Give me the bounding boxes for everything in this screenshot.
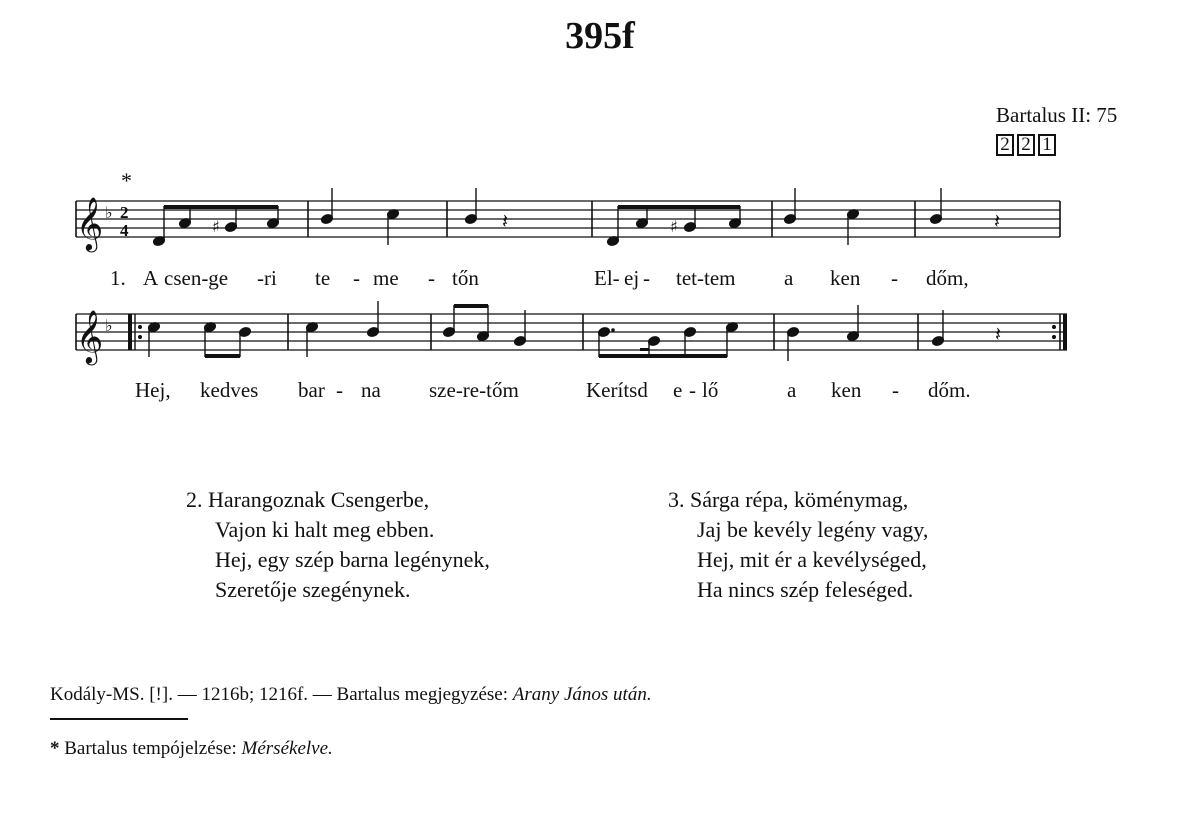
stanza-number: 3.	[668, 487, 685, 512]
lyric-syllable: lő	[702, 378, 719, 402]
footnote-divider	[50, 718, 188, 720]
flat-key-signature-icon: ♭	[105, 316, 113, 335]
time-signature-bottom: 4	[120, 221, 129, 240]
classification-boxes	[996, 134, 1056, 156]
beam	[599, 354, 727, 358]
lyric-syllable: dőm,	[926, 266, 969, 290]
lyric-syllable: -	[892, 378, 899, 402]
stanza-line: Szeretője szegénynek.	[215, 577, 411, 602]
lyric-syllable: ken	[831, 378, 862, 402]
beam	[205, 354, 240, 358]
lyric-syllable: e	[673, 378, 683, 402]
lyric-syllable: -ri	[257, 266, 277, 290]
stanza-line: Hej, egy szép barna legénynek,	[215, 547, 490, 572]
music-staff-2	[0, 293, 1200, 373]
treble-clef-icon: 𝄞	[76, 309, 104, 363]
stanza-line: Jaj be kevély legény vagy,	[697, 517, 929, 542]
quarter-rest-icon: 𝄽	[994, 209, 1001, 233]
source-note-italic: Arany János után.	[512, 684, 652, 705]
stanza-line: Hej, mit ér a kevélységed,	[697, 547, 927, 572]
stanza-2	[186, 485, 490, 605]
lyric-syllable: ej	[624, 266, 640, 290]
source-note-text: Kodály-MS. [!]. — 1216b; 1216f. — Bartalus megjegyzése:	[50, 684, 513, 705]
stanza-line: Vajon ki halt meg ebben.	[215, 517, 435, 542]
lyric-syllable: a	[787, 378, 797, 402]
lyric-syllable: kedves	[200, 378, 259, 402]
beam	[618, 205, 740, 209]
lyric-syllable: sze-re-tőm	[429, 378, 519, 402]
source-note	[50, 684, 652, 706]
beam	[454, 304, 488, 308]
lyric-syllable: A	[143, 266, 159, 290]
repeat-start-barline	[128, 314, 132, 350]
sharp-icon: ♯	[212, 217, 220, 236]
lyric-syllable: Hej,	[135, 378, 171, 402]
lyric-syllable: -	[689, 378, 696, 402]
tempo-footnote-italic: Mérsékelve.	[241, 738, 333, 759]
beam	[640, 348, 649, 351]
lyric-syllable: tet-tem	[676, 266, 736, 290]
music-staff-1	[0, 180, 1200, 260]
lyric-syllable: dőm.	[928, 378, 971, 402]
stanza-line: Ha nincs szép feleséged.	[697, 577, 914, 602]
lyric-syllable: ken	[830, 266, 861, 290]
treble-clef-icon: 𝄞	[76, 196, 104, 250]
quarter-rest-icon: 𝄽	[995, 322, 1002, 346]
lyric-syllable: csen-ge	[164, 266, 229, 290]
lyric-syllable: me	[373, 266, 399, 290]
stanza-line: Sárga répa, köménymag,	[690, 487, 909, 512]
tempo-footnote	[50, 738, 333, 760]
beam	[164, 205, 278, 209]
stanza-number: 2.	[186, 487, 203, 512]
tempo-footnote-text: Bartalus tempójelzése:	[59, 738, 242, 759]
classification-box: 1	[1038, 134, 1056, 156]
lyric-syllable: -	[643, 266, 650, 290]
lyric-syllable: -	[336, 378, 343, 402]
lyric-syllable: na	[361, 378, 381, 402]
lyric-syllable: te	[315, 266, 331, 290]
lyric-syllable: Kerítsd	[586, 378, 648, 402]
lyric-syllable: a	[784, 266, 794, 290]
classification-box: 2	[1017, 134, 1035, 156]
footnote-star: *	[50, 738, 60, 759]
lyric-syllable: -	[428, 266, 435, 290]
verse-number: 1.	[110, 266, 126, 290]
stanza-line: Harangoznak Csengerbe,	[208, 487, 430, 512]
lyric-syllable: tőn	[452, 266, 479, 290]
repeat-end-barline	[1063, 314, 1067, 350]
quarter-rest-icon: 𝄽	[502, 209, 509, 233]
lyric-syllable: El-	[594, 266, 620, 290]
source-reference: Bartalus II: 75	[996, 103, 1118, 127]
song-number-title: 395f	[565, 15, 635, 57]
lyric-syllable: bar	[298, 378, 325, 402]
lyric-syllable: -	[891, 266, 898, 290]
time-signature-top: 2	[120, 203, 129, 222]
stanza-3	[668, 485, 928, 605]
classification-box: 2	[996, 134, 1014, 156]
lyric-syllable: -	[353, 266, 360, 290]
tempo-footnote-mark: *	[121, 168, 132, 193]
sharp-icon: ♯	[670, 217, 678, 236]
flat-key-signature-icon: ♭	[105, 203, 113, 222]
